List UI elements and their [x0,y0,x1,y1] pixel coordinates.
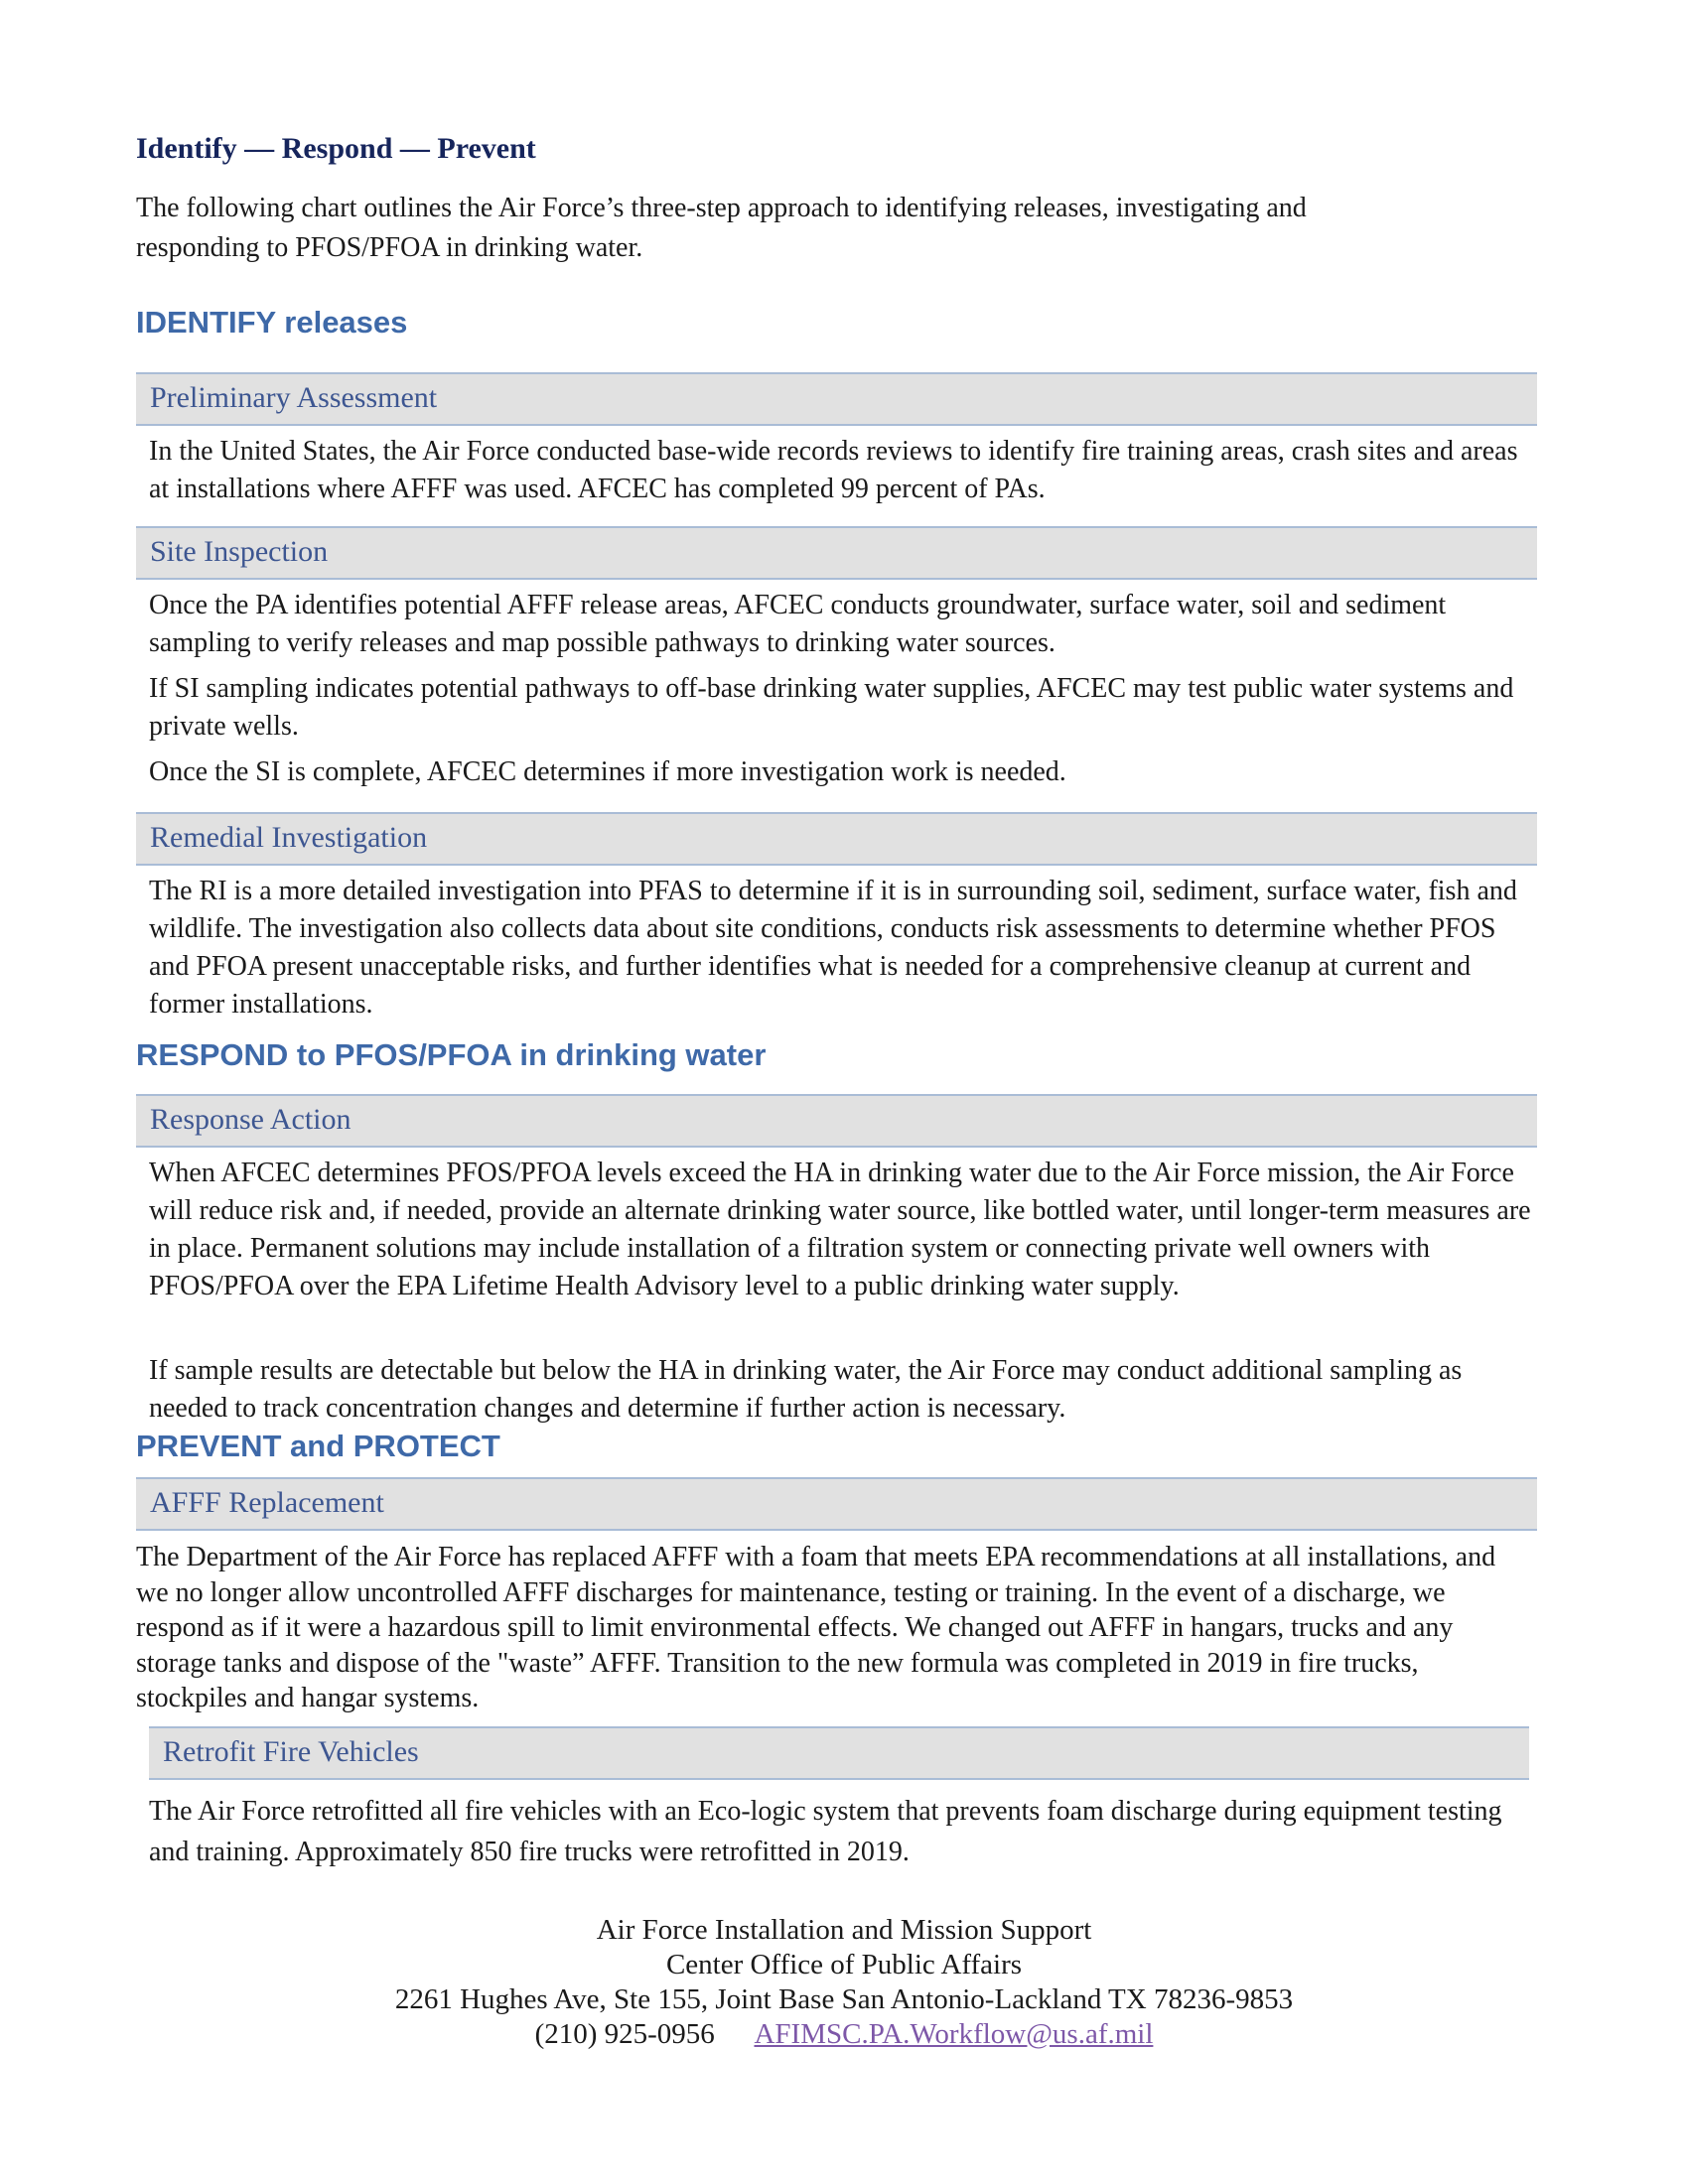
footer-org-line: Air Force Installation and Mission Support [596,1914,1092,1946]
intro-paragraph: The following chart outlines the Air Force’s three-step approach to identifying releases, investigating and responding to PFOS/PFOA in drinking water. [136,193,1307,263]
bar-label: Response Action [150,1103,352,1136]
bar-remedial-investigation [136,812,1537,866]
bar-label: Site Inspection [150,535,329,568]
bar-label: Preliminary Assessment [150,381,438,414]
footer-contact [0,1913,1688,2052]
footer-contact-line [0,2017,1688,2052]
bar-afff-replacement [136,1477,1537,1531]
footer-address-line: 2261 Hughes Ave, Ste 155, Joint Base San Antonio-Lackland TX 78236-9853 [394,1983,1294,2015]
section-title-identify: IDENTIFY releases [136,305,408,340]
paragraph: When AFCEC determines PFOS/PFOA levels exceed the HA in drinking water due to the Air Force mission, the Air Force will reduce risk and, if needed, provide an alternate drinking water source, like bottled water, until longer-term measures are in place. Permanent solutions may include installation of a filtration system or connecting private well owners with PFOS/PFOA over the EPA Lifetime Health Advisory level to a public drinking water supply. [149,1158,1531,1301]
paragraph: The RI is a more detailed investigation into PFAS to determine if it is in surrounding soil, sediment, surface water, fish and wildlife. The investigation also collects data about site conditions, conducts risk assessments to determine whether PFOS and PFOA present unacceptable risks, and further identifies what is needed for a comprehensive cleanup at current and former installations. [149,876,1517,1020]
paragraph: Once the SI is complete, AFCEC determines if more investigation work is needed. [149,756,1066,787]
paragraph: Once the PA identifies potential AFFF release areas, AFCEC conducts groundwater, surface water, soil and sediment sampling to verify releases and map possible pathways to drinking water sources. [149,590,1447,658]
bar-label: Retrofit Fire Vehicles [163,1735,419,1768]
paragraph: The Air Force retrofitted all fire vehicles with an Eco-logic system that prevents foam discharge during equipment testing and training. Approximately 850 fire trucks were retrofitted in 2019. [149,1796,1502,1867]
page-title: Identify — Respond — Prevent [136,132,536,165]
bar-site-inspection [136,526,1537,580]
footer-office-line: Center Office of Public Affairs [665,1949,1023,1980]
footer-email-link[interactable]: AFIMSC.PA.Workflow@us.af.mil [754,2018,1154,2050]
section-title-respond: RESPOND to PFOS/PFOA in drinking water [136,1037,767,1072]
paragraph: If SI sampling indicates potential pathways to off-base drinking water supplies, AFCEC may test public water systems and private wells. [149,673,1514,742]
paragraph: If sample results are detectable but below the HA in drinking water, the Air Force may conduct additional sampling as needed to track concentration changes and determine if further action is necessary. [149,1355,1463,1424]
paragraph: The Department of the Air Force has replaced AFFF with a foam that meets EPA recommendations at all installations, and we no longer allow uncontrolled AFFF discharges for maintenance, testing or training. In the event of a discharge, we respond as if it were a hazardous spill to limit environmental effects. We changed out AFFF in hangars, trucks and any storage tanks and dispose of the "waste” AFFF. Transition to the new formula was completed in 2019 in fire trucks, stockpiles and hangar systems. [136,1542,1496,1713]
section-title-prevent: PREVENT and PROTECT [136,1429,500,1463]
bar-retrofit-fire-vehicles [149,1726,1529,1780]
bar-preliminary-assessment [136,372,1537,426]
bar-label: Remedial Investigation [150,821,428,854]
paragraph: In the United States, the Air Force conducted base-wide records reviews to identify fire training areas, crash sites and areas at installations where AFFF was used. AFCEC has completed 99 percent of PAs. [149,436,1518,504]
bar-response-action [136,1094,1537,1148]
footer-phone: (210) 925-0956 [534,2018,715,2050]
bar-label: AFFF Replacement [150,1486,384,1519]
